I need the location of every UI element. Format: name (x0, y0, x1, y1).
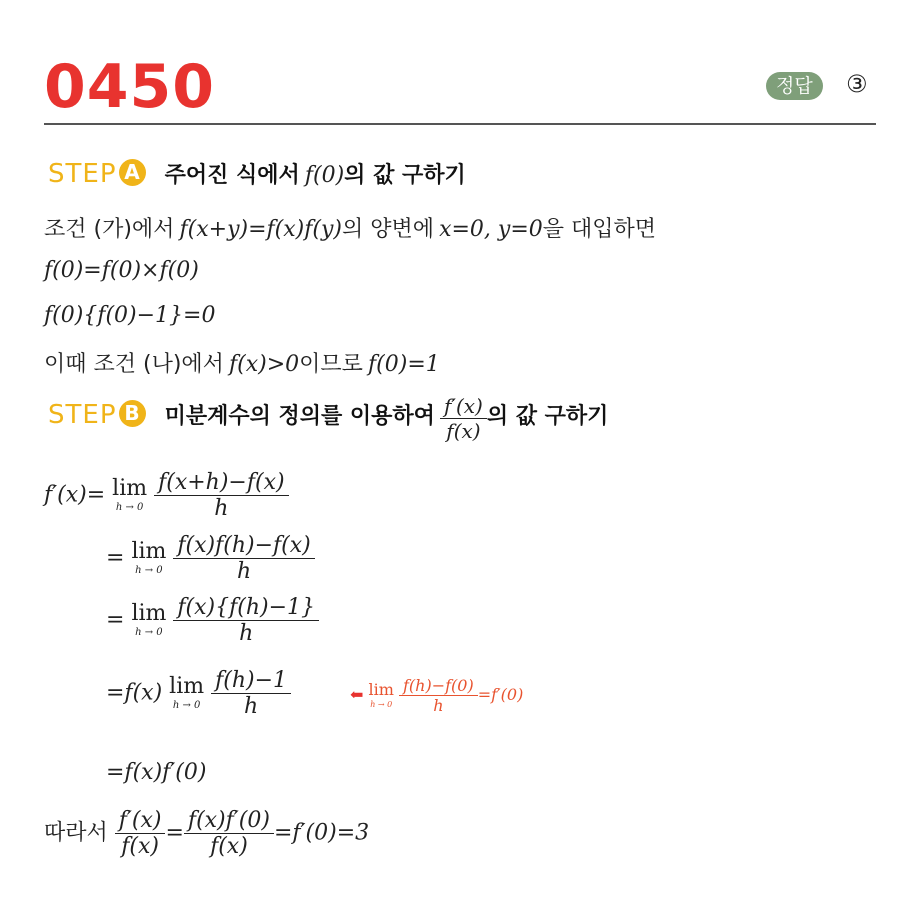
step-a-label: STEP (48, 159, 117, 189)
fraction-denominator: h (173, 620, 319, 646)
line-4-math-1: f(x)>0 (229, 352, 300, 377)
fraction-row-2 (173, 533, 314, 584)
step-a-heading (48, 158, 466, 189)
note-denominator: h (399, 695, 478, 715)
lim-subscript: h → 0 (172, 700, 201, 711)
conclusion-fraction-2 (184, 808, 274, 859)
note-fraction (399, 676, 478, 715)
derivation-lhs: f′(x)= (44, 482, 106, 508)
lim-text: lim (112, 476, 148, 501)
line-1 (44, 212, 656, 243)
step-b-label: STEP (48, 400, 117, 430)
equals-sign: = (165, 820, 184, 846)
lim-operator (131, 603, 166, 638)
line-1-text-1: 조건 (가)에서 (44, 217, 175, 242)
equals-sign: = (106, 607, 125, 633)
note-lim-operator (369, 682, 394, 709)
conclusion-text: 따라서 (44, 820, 108, 846)
line-1-text-2: 의 양변에 (341, 217, 434, 242)
fraction-row-4 (211, 668, 291, 719)
fraction-numerator: f(x){f(h)−1} (177, 595, 315, 620)
fraction-row-1 (154, 470, 288, 521)
lim-text: lim (131, 539, 167, 564)
line-4-text-1: 이때 조건 (나)에서 (44, 352, 224, 377)
derivation-row-3 (106, 595, 319, 646)
step-a-letter-icon: A (119, 159, 146, 186)
note-result: =f′(0) (477, 685, 524, 704)
derivation-row-5: =f(x)f′(0) (106, 760, 207, 785)
side-note (350, 676, 523, 715)
fraction-denominator: h (211, 693, 291, 719)
fraction-numerator: f(x)f′(0) (187, 808, 270, 833)
header-divider (44, 123, 876, 125)
line-4 (44, 347, 440, 378)
line-4-math-2: f(0)=1 (368, 352, 440, 377)
step-a-title-math: f(0) (304, 163, 345, 188)
fraction-denominator: f(x) (184, 833, 274, 859)
lim-operator (169, 676, 204, 711)
answer-value: ③ (846, 70, 868, 98)
derivation-row-4 (106, 668, 291, 719)
lim-subscript: h → 0 (135, 627, 163, 638)
fraction-denominator: h (154, 495, 288, 521)
fraction-denominator: f(x) (115, 833, 166, 859)
fraction-row-3 (173, 595, 319, 646)
line-1-math-1: f(x+y)=f(x)f(y) (179, 217, 342, 242)
fraction-denominator: h (173, 558, 314, 584)
equals-sign: = (106, 545, 125, 571)
step-b-title-post: 의 값 구하기 (486, 404, 609, 429)
line-3: f(0){f(0)−1}=0 (44, 303, 216, 328)
problem-number: 0450 (44, 52, 215, 122)
lim-text: lim (131, 601, 167, 626)
note-numerator: f(h)−f(0) (403, 676, 474, 695)
lim-operator (112, 478, 147, 513)
fraction-numerator: f(x)f(h)−f(x) (177, 533, 311, 558)
lim-subscript: h → 0 (115, 502, 144, 513)
step-a-title-pre: 주어진 식에서 (164, 163, 300, 188)
answer-badge: 정답 (766, 72, 823, 100)
step-b-letter-icon: B (119, 400, 146, 427)
line-2: f(0)=f(0)×f(0) (44, 258, 199, 283)
lim-subscript: h → 0 (135, 565, 163, 576)
lim-text: lim (169, 674, 205, 699)
derivation-row-4-prefix: =f(x) (106, 680, 163, 706)
fraction-numerator: f′(x) (118, 808, 162, 833)
arrow-left-icon: ⬅ (350, 685, 364, 704)
conclusion-row (44, 808, 369, 859)
note-lim-text: lim (368, 680, 394, 699)
step-b-heading (48, 394, 608, 443)
note-lim-subscript: h → 0 (370, 700, 393, 709)
lim-operator (131, 541, 166, 576)
fraction-numerator: f(x+h)−f(x) (158, 470, 285, 495)
step-b-title-fraction (440, 394, 487, 443)
step-b-title-numerator: f′(x) (444, 394, 483, 418)
line-1-math-2: x=0, y=0 (439, 217, 543, 242)
step-b-title-pre: 미분계수의 정의를 이용하여 (164, 404, 435, 429)
step-a-title-post: 의 값 구하기 (344, 163, 466, 188)
conclusion-result: =f′(0)=3 (273, 820, 370, 846)
derivation-row-2 (106, 533, 315, 584)
derivation-row-1 (44, 470, 289, 521)
conclusion-fraction-1 (115, 808, 166, 859)
line-4-text-2: 이므로 (299, 352, 363, 377)
fraction-numerator: f(h)−1 (215, 668, 288, 693)
line-1-text-3: 을 대입하면 (542, 217, 657, 242)
step-b-title-denominator: f(x) (440, 418, 487, 443)
